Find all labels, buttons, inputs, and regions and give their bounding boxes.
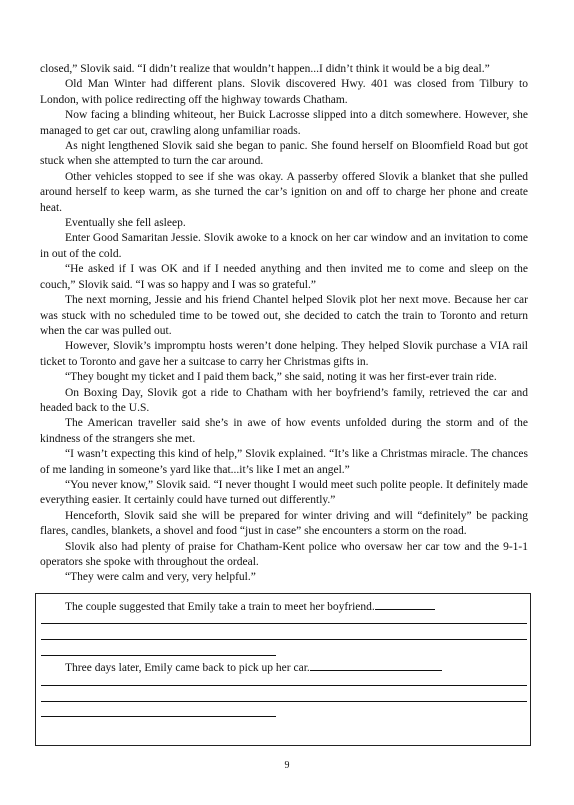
paragraph: “I wasn’t expecting this kind of help,” Slovik explained. “It’s like a Christmas miracle. The chances of me landing in someone’s yard like that...it’s like I met an angel.” [40,448,528,476]
paragraph: Eventually she fell asleep. [65,217,186,230]
exercise-box [35,593,531,746]
paragraph: “You never know,” Slovik said. “I never thought I would meet such polite people. It definitely made everything easier. It certainly could have turned out differently.” [40,478,528,507]
paragraph: “They were calm and very, very helpful.” [65,571,256,584]
paragraph: Old Man Winter had different plans. Slovik discovered Hwy. 401 was closed from Tilbury to London, with police redirecting off the highway towards Chatham. [40,78,528,106]
paragraph: “He asked if I was OK and if I needed anything and then invited me to come and sleep on the couch,” Slovik said. “I was so happy and I was so grateful.” [40,263,528,291]
answer-line[interactable] [41,639,527,640]
article-text [40,62,528,586]
paragraph: The American traveller said she’s in awe of how events unfolded during the storm and of the kindness of the strangers she met. [40,417,528,445]
paragraph: However, Slovik’s impromptu hosts weren’t done helping. They helped Slovik purchase a VIA rail ticket to Toronto and gave her a suitcase to carry her Christmas gifts in. [40,340,528,368]
paragraph: The next morning, Jessie and his friend Chantel helped Slovik plot her next move. Because her car was stuck with no scheduled time to be towed out, she decided to catch the train to Toronto and return when the car was pulled out. [40,294,528,337]
exercise-statement: Three days later, Emily came back to pick up her car. [65,662,310,674]
paragraph: As night lengthened Slovik said she began to panic. She found herself on Bloomfield Road but got stuck when she attempted to turn the car around. [40,140,528,168]
paragraph: Now facing a blinding whiteout, her Buick Lacrosse slipped into a ditch somewhere. However, she managed to get car out, crawling along unfamiliar roads. [40,109,528,137]
paragraph: On Boxing Day, Slovik got a ride to Chatham with her boyfriend’s family, retrieved the car and headed back to the U.S. [40,386,528,414]
answer-line[interactable] [41,701,527,702]
answer-line[interactable] [41,685,527,686]
exercise-statement: The couple suggested that Emily take a train to meet her boyfriend. [65,601,375,613]
paragraph: Enter Good Samaritan Jessie. Slovik awoke to a knock on her car window and an invitation to come in out of the cold. [40,232,528,260]
paragraph: “They bought my ticket and I paid them back,” she said, noting it was her first-ever train ride. [65,371,497,384]
answer-line[interactable] [41,623,527,624]
paragraph: Slovik also had plenty of praise for Chatham-Kent police who oversaw her car tow and the 9-1-1 operators she spoke with throughout the ordeal. [40,540,528,568]
page-number: 9 [284,760,290,771]
paragraph: closed,” Slovik said. “I didn’t realize that wouldn’t happen...I didn’t think it would be a big deal.” [40,63,490,75]
answer-line[interactable] [41,716,276,717]
paragraph: Henceforth, Slovik said she will be prepared for winter driving and will “definitely” be packing flares, candles, blankets, a shovel and food “just in case” she encounters a storm on the road. [40,509,528,538]
exercise-item-1 [65,598,435,613]
answer-blank[interactable] [310,659,442,671]
paragraph: Other vehicles stopped to see if she was okay. A passerby offered Slovik a blanket that she pulled around herself to keep warm, as she turned the car’s ignition on and off to charge her phone and create heat. [40,170,528,214]
answer-blank[interactable] [375,598,435,610]
exercise-item-2 [65,659,442,674]
answer-line[interactable] [41,655,276,656]
